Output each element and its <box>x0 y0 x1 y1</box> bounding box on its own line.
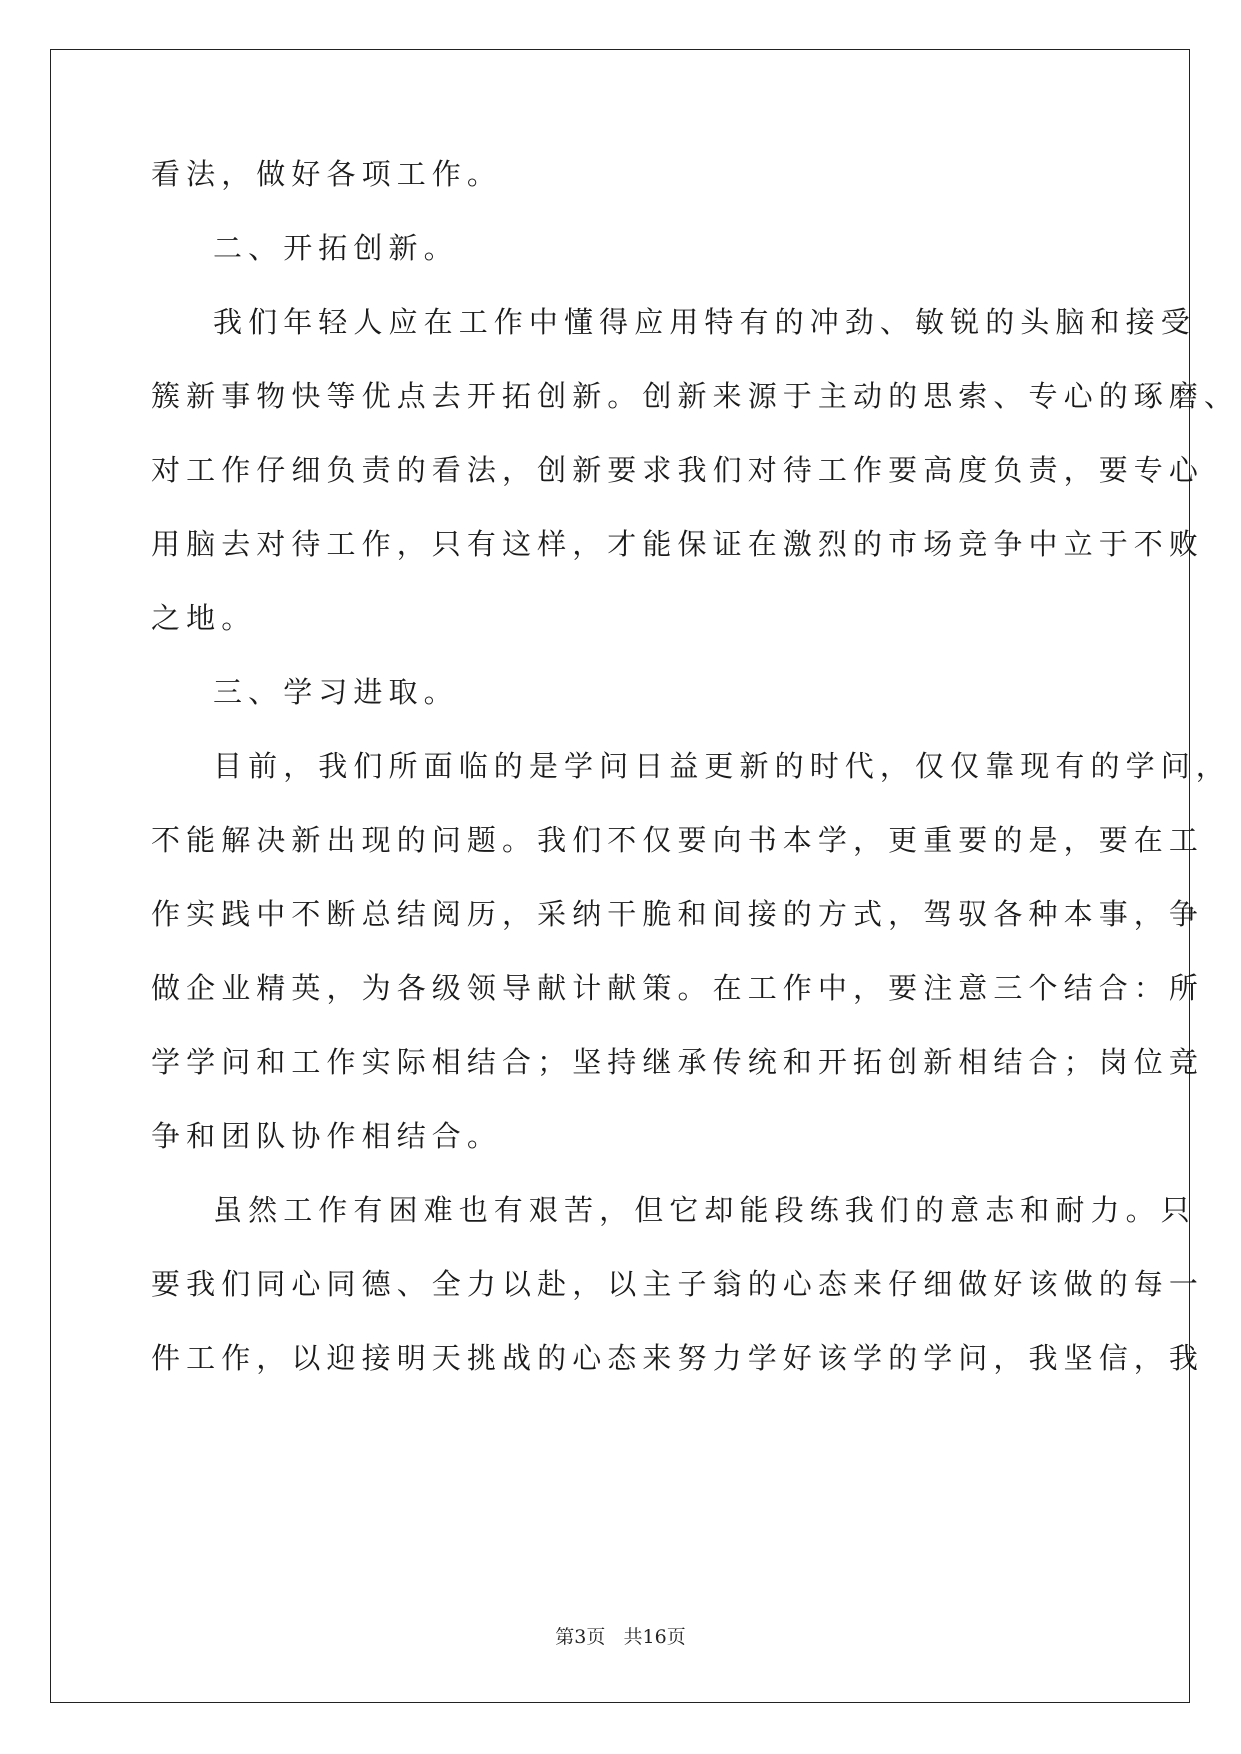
section-heading: 三、学习进取。 <box>213 675 459 709</box>
text-line: 虽然工作有困难也有艰苦，但它却能段练我们的意志和耐力。只 <box>213 1193 1196 1227</box>
page-total: 共16页 <box>623 1626 686 1648</box>
text-line: 看法，做好各项工作。 <box>151 157 503 191</box>
text-line: 对工作仔细负责的看法，创新要求我们对待工作要高度负责，要专心 <box>151 453 1205 487</box>
text-line: 目前，我们所面临的是学问日益更新的时代，仅仅靠现有的学问， <box>213 749 1231 783</box>
section-heading: 二、开拓创新。 <box>213 231 459 265</box>
text-line: 作实践中不断总结阅历，采纳干脆和间接的方式，驾驭各种本事，争 <box>151 897 1205 931</box>
text-line: 做企业精英，为各级领导献计献策。在工作中，要注意三个结合：所 <box>151 971 1205 1005</box>
text-line: 不能解决新出现的问题。我们不仅要向书本学，更重要的是，要在工 <box>151 823 1205 857</box>
page-number: 第3页 <box>555 1626 606 1648</box>
text-line: 用脑去对待工作，只有这样，才能保证在激烈的市场竞争中立于不败 <box>151 527 1205 561</box>
text-line: 之地。 <box>151 601 257 635</box>
text-line: 要我们同心同德、全力以赴，以主子翁的心态来仔细做好该做的每一 <box>151 1267 1205 1301</box>
text-line: 学学问和工作实际相结合；坚持继承传统和开拓创新相结合；岗位竞 <box>151 1045 1205 1079</box>
text-line: 争和团队协作相结合。 <box>151 1119 503 1153</box>
page-border <box>50 49 1190 1703</box>
text-line: 簇新事物快等优点去开拓创新。创新来源于主动的思索、专心的琢磨、 <box>151 379 1240 413</box>
text-line: 我们年轻人应在工作中懂得应用特有的冲劲、敏锐的头脑和接受 <box>213 305 1196 339</box>
page-footer <box>0 1622 1241 1649</box>
text-line: 件工作，以迎接明天挑战的心态来努力学好该学的学问，我坚信，我 <box>151 1341 1205 1375</box>
